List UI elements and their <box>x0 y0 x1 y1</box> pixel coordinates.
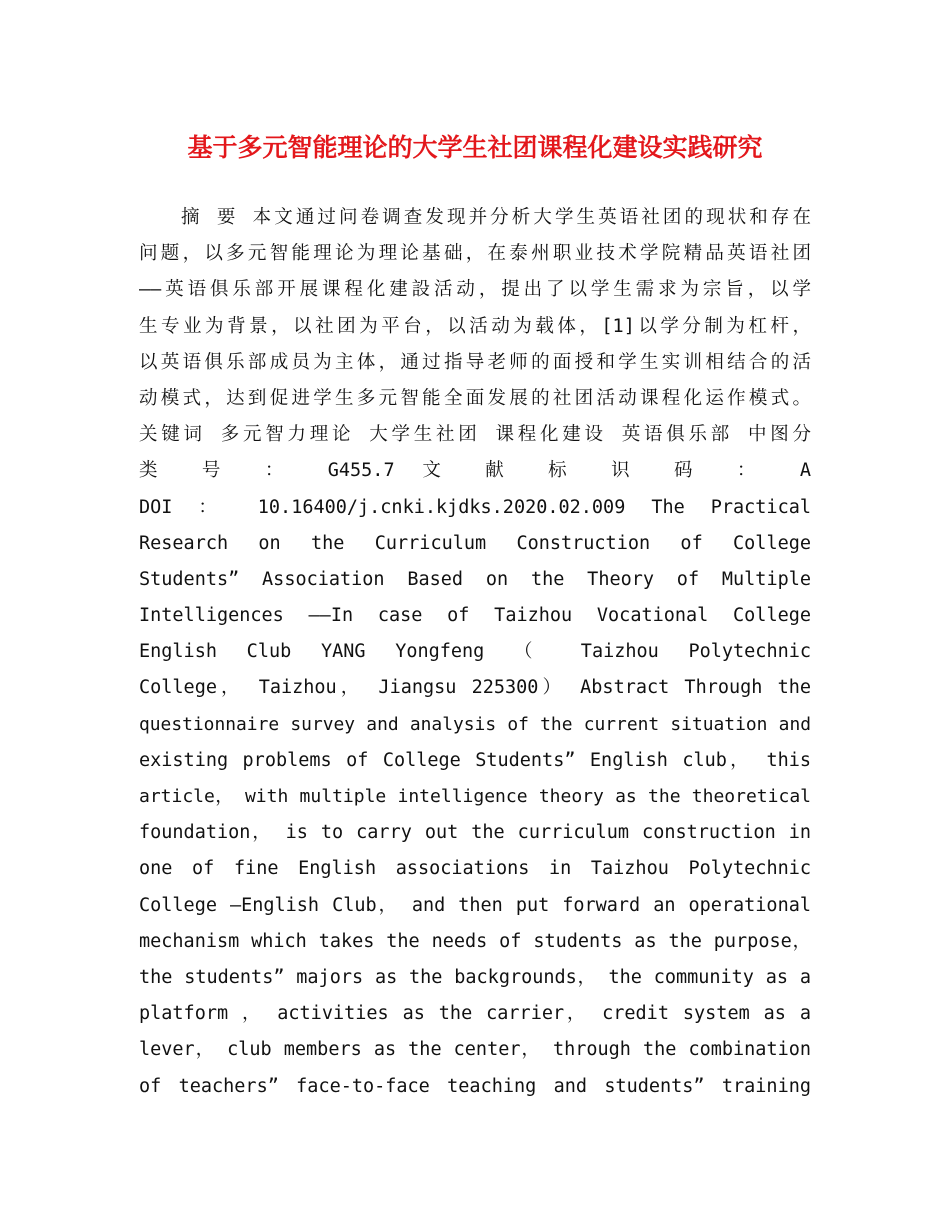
text-line: 以英语俱乐部成员为主体，通过指导老师的面授和学生实训相结合的活 <box>139 351 811 373</box>
text-line: Students” Association Based on the Theory of Multiple <box>139 568 811 590</box>
text-line: 摘 要 本文通过问卷调查发现并分析大学生英语社团的现状和存在 <box>181 207 811 228</box>
page-title: 基于多元智能理论的大学生社团课程化建设实践研究 <box>187 133 763 162</box>
text-line: English Club YANG Yongfeng （ Taizhou Polytechnic <box>139 641 811 663</box>
text-line: foundation， is to carry out the curriculum construction in <box>139 822 811 844</box>
text-line: 关键词 多元智力理论 大学生社团 课程化建设 英语俱乐部 中图分 <box>139 424 811 446</box>
text-line: Research on the Curriculum Construction of College <box>139 532 811 554</box>
article-body <box>139 200 811 1105</box>
text-line: existing problems of College Students” English club， this <box>139 749 811 771</box>
text-line: platform ， activities as the carrier， credit system as a <box>139 1003 811 1025</box>
text-line: 动模式，达到促进学生多元智能全面发展的社团活动课程化运作模式。 <box>139 387 811 409</box>
text-line: lever， club members as the center， through the combination <box>139 1039 811 1061</box>
text-line: article， with multiple intelligence theory as the theoretical <box>139 786 811 807</box>
text-line: the students” majors as the backgrounds， the community as a <box>139 966 811 988</box>
text-line: College， Taizhou， Jiangsu 225300） Abstract Through the <box>139 677 811 699</box>
text-line: DOI ： 10.16400/j.cnki.kjdks.2020.02.009 The Practical <box>139 496 811 518</box>
text-line: of teachers” face-to-face teaching and students” training <box>139 1075 811 1097</box>
text-line: mechanism which takes the needs of students as the purpose， <box>139 930 811 952</box>
text-line: questionnaire survey and analysis of the current situation and <box>139 713 811 735</box>
text-line: 问题，以多元智能理论为理论基础，在泰州职业技术学院精品英语社团 <box>139 243 811 265</box>
text-line: 类 号 ： G455.7 文 献 标 识 码 ： A <box>139 460 811 482</box>
text-line: one of fine English associations in Taizhou Polytechnic <box>139 858 811 880</box>
text-line: 生专业为背景，以社团为平台，以活动为载体，[1]以学分制为杠杆， <box>139 315 811 337</box>
text-line: ——英语俱乐部开展课程化建設活动，提出了以学生需求为宗旨，以学 <box>139 279 811 301</box>
text-line: Intelligences ——In case of Taizhou Vocational College <box>139 605 811 627</box>
text-line: College —English Club， and then put forward an operational <box>139 894 811 916</box>
